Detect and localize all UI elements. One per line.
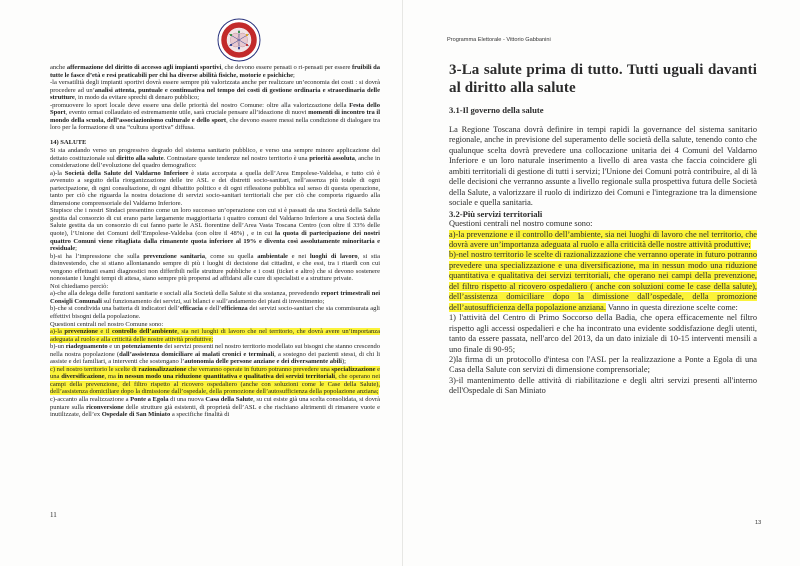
paragraph: b)-si ha l’impressione che sulla prevenzione sanitaria, come su quella ambientale e nei luoghi di lavoro, si stia disinvestendo, che si stiano allontanando sempre di più i luoghi di decisione dai cittadini, e che essi, tra i ritardi con cui vengono effettuati esami diagnostici non differibili nelle strutture pubbliche e i costi (ticket e altro) che si devono sostenere nonostante i lunghi tempi di attesa, siano sempre più propensi ad affidarsi alle cure di specialisti e a strutture private. [50, 252, 380, 283]
list-item: 2)la firma di un protocollo d'intesa con l'ASL per la realizzazione a Ponte a Egola di una Casa della Salute con servizi di dimensione comprensoriale; [449, 354, 757, 375]
left-page-text [50, 64, 380, 419]
section-title-3-2: 3.2-Più servizi territoriali [449, 208, 543, 219]
paragraph: b)-un riadeguamento e un potenziamento dei servizi presenti nel nostro territorio modellato sui bisogni che stanno crescendo nella nostra popolazione (dall’assistenza domiciliare ai malati cronici e terminali, a sostegno dei pazienti stessi, di chi li assiste e dei familiari, a interventi che sostengano l’autonomia delle persone anziane e dei diversamente abili); [50, 343, 381, 366]
highlighted-item: a)-la prevenzione e il controllo dell’ambiente, sia nei luoghi di lavoro che nel territorio, che dovrà avere un’importanza adeguata al ruolo e alla criticità delle nostre attività produttive; [449, 229, 757, 249]
paragraph: c)-accanto alla realizzazione a Ponte a Egola di una nuova Casa della Salute, su cui esiste già una scelta consolidata, si dovrà puntare sulla riconversione delle strutture già esistenti, di proprietà dell’ASL e che rischiano altrimenti di rimanere vuote e inutilizzate, dell’ex Ospedale di San Miniato a specifiche finalità di [50, 396, 381, 419]
committee-logo [217, 18, 261, 62]
section-heading: 14) SALUTE [50, 139, 87, 147]
paragraph: a)-che alla delega delle funzioni sanitarie e sociali alla Società della Salute si dia sostanza, prevedendo report trimestrali nei Consigli Comunali sul funzionamento dei servizi, sui bilanci e sull’andamento dei piani di investimento; [50, 290, 381, 305]
paragraph: a)-la Società della Salute del Valdarno Inferiore è stata accorpata a quella dell’Area Empolese-Valdelsa, e tutto ciò è avvenuto a seguito della riorganizzazione delle tre ASL e dei distretti socio-sanitari, nell’assenza più totale di ogni partecipazione, di ogni consultazione, di ogni dibattito politico e di ogni riflessione pubblica sul senso di questa operazione, tanto per ciò che riguarda la nostra dotazione di servizi socio-sanitari territoriali che per ciò che comporta riguardo alla dimensione comprensoriale del Valdarno Inferiore. [50, 169, 380, 207]
paragraph: Questioni centrali nel nostro comune sono: [449, 219, 593, 229]
list-item: 1) l'attività del Centro di Primo Soccorso della Badia, che opera efficacemente nel filtro rispetto agli accessi ospedalieri e che ha incontrato una evidente soddisfazione degli utenti, tanto da essere passata, nell'arco del 2013, da un dato iniziale di 10-15 interventi mensili a uno finale di 90-95; [449, 313, 757, 354]
paragraph: anche affermazione del diritto di accesso agli impianti sportivi, che devono essere pensati o ri-pensati per essere fruibili da tutte le fasce d’età e resi praticabili per chi ha diverse abilità fisiche, motorie e psichiche; [50, 64, 381, 79]
paragraph: La Regione Toscana dovrà definire in tempi rapidi la governance del sistema sanitario regionale, anche in previsione del superamento delle società della salute, tenendo conto che qualunque scelta dovrà prevedere una collocazione unitaria dei 4 Comuni del Valdarno Inferiore e un loro naturale inserimento a livello di area vasta che faccia coincidere gli ambiti territoriali di gestione di tutti i servizi; l'Unione dei Comuni potrà contribuire, al di là delle decisioni che verranno assunte a livello regionale sulla prospettiva futura delle Società della Salute, a valorizzare il ruolo di indirizzo dei Comuni e l'integrazione tra la dimensione sociale e quella sanitaria. [449, 125, 757, 208]
paragraph: b)-che si condivida una batteria di indicatori dell’efficacia e dell’efficienza dei servizi socio-sanitari che sia commisurata agli effettivi bisogni della popolazione. [50, 305, 380, 320]
list-item: 3)-il mantenimento delle attività di riabilitazione e degli altri servizi presenti all'interno dell'Ospedale di San Miniato [449, 375, 757, 396]
running-header: Programma Elettorale - Vittorio Gabbanini [447, 37, 551, 43]
paragraph: -promuovere lo sport locale deve essere una delle priorità del nostro Comune: oltre alla valorizzazione della Festa dello Sport, evento ormai collaudato ed estremamente utile, sarà cruciale pensare all’ideazione di nuovi momenti di incontro tra il mondo della scuola, dell’associazionismo culturale e dello sport, che devono essere messi nella condizione di dialogare tra loro per la formazione di una “cultura sportiva” diffusa. [50, 101, 381, 132]
highlighted-paragraph: a)-la prevenzione e il controllo dell’ambiente, sia nei luoghi di lavoro che nel territorio, che dovrà avere un’importanza adeguata al ruolo e alla criticità delle nostre attività produttive; [50, 328, 380, 343]
highlighted-item: b)-nel nostro territorio le scelte di razionalizzazione che verranno operate in futuro potranno prevedere una specializzazione e una diversificazione, ma in nessun modo una riduzione quantitativa e qualitativa dei servizi territoriali, che operano nei campi della prevenzione, del filtro rispetto al ricovero ospedaliero ( anche con soluzioni come le case della salute), dell’assistenza domiciliare dopo la dimissione dall’ospedale, della promozione dell’autosufficienza della popolazione anziana. Vanno in questa direzione scelte come: [449, 250, 757, 312]
page-number-right: 13 [755, 520, 762, 526]
paragraph: Noi chiediamo perciò: [50, 282, 109, 290]
section-title-3-1: 3.1-Il governo della salute [449, 105, 544, 115]
paragraph: Si sta andando verso un progressivo degrado del sistema sanitario pubblico, e verso una sempre minore applicazione del dettato costituzionale sul diritto alla salute. Contrastare queste tendenze nel nostro territorio è una priorità assoluta, anche in considerazione dell’evoluzione del quadro demografico: [50, 146, 381, 170]
chapter-title: 3-La salute prima di tutto. Tutti uguali davanti al diritto alla salute [449, 62, 757, 96]
right-page-body [449, 125, 757, 397]
paragraph: Questioni centrali nel nostro Comune sono: [50, 320, 164, 328]
page-number-left: 11 [50, 511, 57, 519]
highlighted-paragraph: c) nel nostro territorio le scelte di razionalizzazione che verranno operate in futuro potranno prevedere una specializzazione e una diversificazione, ma in nessun modo una riduzione quantitativa e qualitativa dei servizi territoriali, che operano nei campi della prevenzione, del filtro rispetto al ricovero ospedaliero (anche con soluzioni come le Case della Salute), dell’assistenza domiciliare dopo la dimissione dall’ospedale, della promozione dell’autosufficienza della popolazione anziana; [50, 365, 380, 396]
paragraph: Stupisce che i nostri Sindaci presentino come un loro successo un’operazione con cui si è passati da una Società della Salute gestita dal consorzio di cui erano parte largamente maggioritaria i quattro comuni del Valdarno Inferiore a una Società della Salute gestita da un consorzio di cui fanno parte le ASL fiorentine dell’Area Vasta Toscana Centro (con oltre il 33% delle quote), l’Unione dei Comuni dell’Empolese-Valdelsa (con oltre il 48%) , e in cui la quota di partecipazione dei nostri quattro Comuni viene ritagliata dalla rimanente quota inferiore al 19% e diventa così assolutamente minoritaria e residuale; [50, 207, 380, 253]
paragraph: -la versatilità degli impianti sportivi dovrà essere sempre più valorizzata anche per realizzare un’economia dei costi : si dovrà procedere ad un’analisi attenta, puntuale e continuativa nel tempo dei costi di gestione ordinaria e straordinaria delle strutture, in modo da evitare sprechi di denaro pubblico; [50, 79, 380, 102]
